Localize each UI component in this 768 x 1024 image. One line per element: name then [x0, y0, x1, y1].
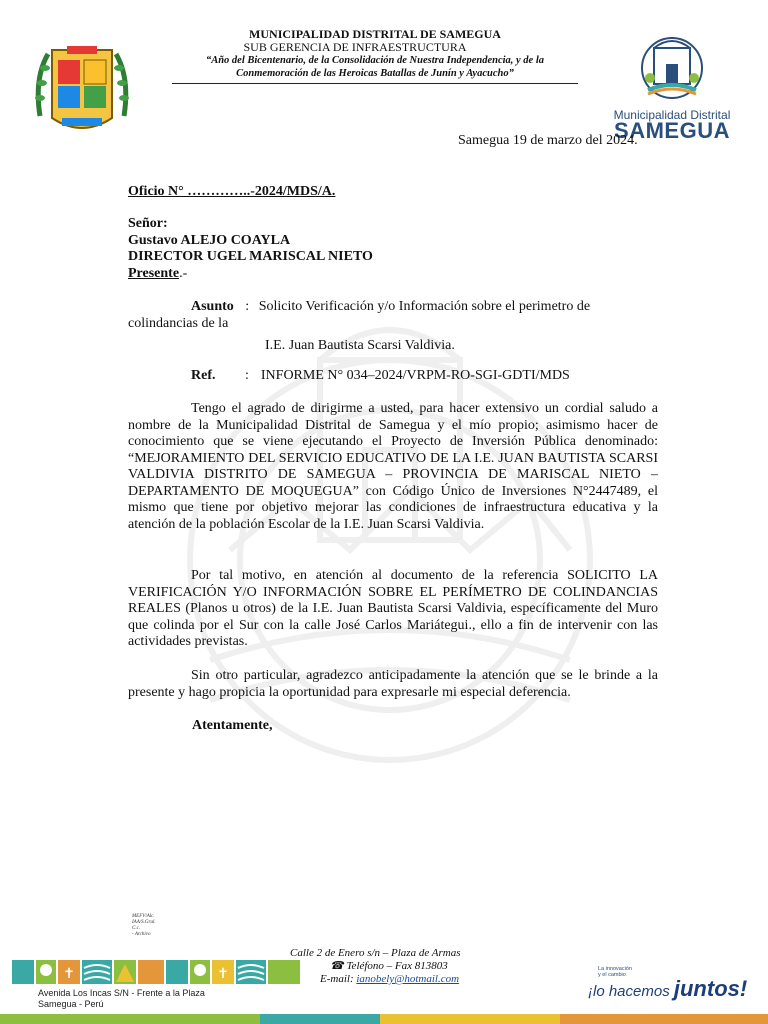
asunto-label: Asunto	[191, 299, 234, 314]
footer-bar-yellow	[380, 1014, 560, 1024]
initials-line: - Archivo	[132, 932, 151, 937]
footer-bar-green	[0, 1014, 260, 1024]
reference-initials	[132, 914, 156, 938]
asunto-block	[128, 299, 658, 355]
initials-line: MEFV/Alc.	[132, 914, 155, 919]
email-label: E-mail:	[320, 973, 357, 985]
footer-address	[38, 988, 205, 1010]
asunto-continuation: I.E. Juan Bautista Scarsi Valdivia.	[265, 338, 455, 353]
addressee-name: Gustavo ALEJO COAYLA	[128, 232, 291, 248]
asunto-separator: :	[245, 299, 250, 314]
ref-text: INFORME N° 034–2024/VRPM-RO-SGI-GDTI/MDS	[260, 368, 570, 383]
header-divider	[172, 83, 578, 84]
footer-color-bar	[0, 1014, 768, 1024]
letter-date: Samegua 19 de marzo del 2024.	[458, 133, 638, 148]
body-paragraph-1: Tengo el agrado de dirigirme a usted, para hacer extensivo un cordial saludo a nombre de la Municipalidad Distrital de Samegua y el mío propio; asimismo hacer de conocimiento que se viene ejecutando el Proyecto de Inversión Pública denominado: “MEJORAMIENTO DEL SERVICIO EDUCATIVO DE LA I.E. JUAN BAUTISTA SCARSI VALDIVIA DISTRITO DE SAMEGUA – PROVINCIA DE MARISCAL NIETO – DEPARTAMENTO DE MOQUEGUA” con Código Único de Inversiones N°2447489, el mismo que tiene por objetivo mejorar las condiciones de infraestructura educativa y la atención de la población Escolar de la I.E. Juan Scarsi Valdivia.	[128, 401, 658, 532]
footer-icon-strip	[12, 958, 302, 986]
slogan-main: juntos!	[673, 976, 748, 1001]
letterhead	[0, 0, 768, 150]
closing-phrase: Atentamente,	[192, 718, 273, 733]
municipality-name: MUNICIPALIDAD DISTRITAL DE SAMEGUA	[249, 27, 501, 41]
footer-address-line2: Samegua - Perú	[38, 999, 104, 1009]
initials-line: C.c.	[132, 926, 141, 931]
municipal-crest-icon	[32, 38, 132, 142]
contact-phone: ☎ Teléfono – Fax 813803	[330, 960, 448, 972]
salutation: Señor:	[128, 216, 168, 231]
year-motto-line2: Conmemoración de las Heroicas Batallas de Junín y Ayacucho”	[236, 68, 514, 79]
contact-info	[290, 947, 461, 986]
svg-text:✝: ✝	[63, 966, 75, 982]
initials-line: IAA/S.Gral.	[132, 920, 156, 925]
presente-word: Presente	[128, 265, 180, 281]
brand-slogan-text	[588, 976, 747, 1002]
contact-email-line	[290, 973, 461, 986]
presente-suffix: .-	[179, 265, 188, 281]
slogan-prefix: ¡lo hacemos	[588, 983, 670, 1000]
brand-tagline-line1: La innovación	[598, 966, 632, 972]
contact-address: Calle 2 de Enero s/n – Plaza de Armas	[290, 947, 461, 959]
ref-separator: :	[245, 368, 249, 383]
footer-address-line1: Avenida Los Incas S/N - Frente a la Plaza	[38, 988, 205, 998]
year-motto-line1: “Año del Bicentenario, de la Consolidación de Nuestra Independencia, y de la	[205, 55, 545, 66]
ref-label: Ref.	[191, 368, 216, 383]
brand-tagline-line2: y el cambio	[598, 972, 626, 978]
brand-slogan	[588, 966, 748, 1002]
body-paragraph-3: Sin otro particular, agradezco anticipadamente la atención que se le brinde a la presente y hago propicia la oportunidad para expresarle mi especial deferencia.	[128, 668, 658, 700]
reference-block	[128, 368, 658, 385]
body-paragraph-2: Por tal motivo, en atención al documento de la referencia SOLICITO LA VERIFICACIÓN Y/O INFORMACIÓN SOBRE EL PERÍMETRO DE COLINDANCIAS REALES (Planos u otros) de la I.E. Juan Bautista Scarsi Valdivia, específicamente del Muro que colinda por el Sur con la calle José Carlos Mariátegui., ello a fin de intervenir con las actividades previstas.	[128, 568, 658, 649]
church-icon	[612, 34, 732, 106]
presente-line	[128, 266, 373, 283]
logo-caption-big: SAMEGUA	[614, 118, 730, 143]
oficio-number: Oficio N° …………..-2024/MDS/A.	[128, 184, 336, 199]
letterhead-text	[170, 28, 580, 80]
asunto-text: Solicito Verificación y/o Información sobre el perimetro de colindancias de la	[128, 299, 591, 331]
subgerencia-name: SUB GERENCIA DE INFRAESTRUCTURA	[243, 40, 467, 54]
samegua-logo	[612, 34, 732, 143]
email-link[interactable]: ianobely@hotmail.com	[356, 973, 460, 985]
footer-bar-teal	[260, 1014, 380, 1024]
addressee-block	[128, 216, 373, 282]
logo-caption-small: Municipalidad Distrital	[613, 108, 731, 122]
footer-bar-orange	[560, 1014, 768, 1024]
addressee-position: DIRECTOR UGEL MARISCAL NIETO	[128, 249, 373, 264]
svg-text:✝: ✝	[217, 966, 229, 982]
